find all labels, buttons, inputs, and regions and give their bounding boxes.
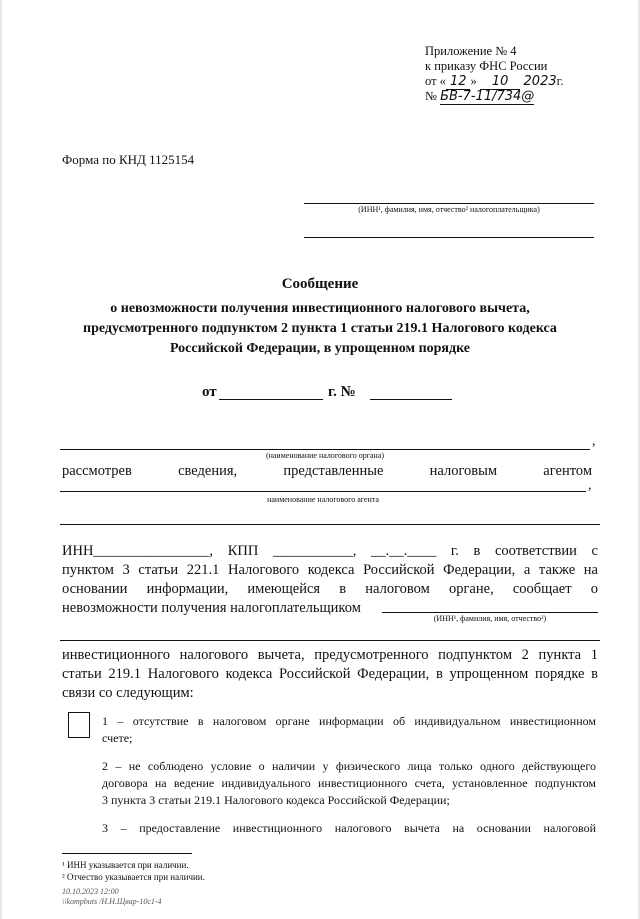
reason-2-line3: 3 пункта 3 статьи 219.1 Налогового кодекса Российской Федерации; — [102, 793, 450, 807]
scan-left-edge — [0, 0, 2, 919]
reason-1-line2: счете; — [102, 731, 133, 745]
agent-caption: наименование налогового агента — [267, 495, 379, 504]
appendix-date-month: 10 — [480, 74, 521, 90]
tax-authority-caption: (наименование налогового органа) — [265, 451, 385, 460]
footnote-1: ¹ ИНН указывается при наличии. — [62, 860, 189, 870]
tax-authority-line[interactable] — [60, 449, 590, 450]
appendix-date: от « 12 » 10 2023г. — [425, 74, 564, 89]
agent-comma: , — [588, 478, 592, 493]
body-p1-line2: пунктом 3 статьи 221.1 Налогового кодекса Российской Федерации, а также на — [62, 562, 598, 578]
print-stamp-date: 10.10.2023 12:00 — [62, 887, 119, 896]
footnote-2: ² Отчество указывается при наличии. — [62, 872, 205, 882]
appendix-number-value: БВ-7-11/734@ — [440, 89, 535, 104]
appendix-title: Приложение № 4 — [425, 44, 517, 58]
appendix-order: к приказу ФНС России — [425, 59, 548, 73]
tax-authority-comma: , — [592, 434, 596, 449]
number-label: г. № — [328, 384, 356, 400]
print-stamp-path: \\kompbuts /Н.Н.Щвар-10с1-4 — [62, 897, 162, 906]
agent-line-2[interactable] — [60, 524, 600, 525]
body-p2-line2: статьи 219.1 Налогового кодекса Российской Федерации, в упрощенном порядке в — [62, 666, 598, 682]
taxpayer-line-2[interactable] — [304, 237, 594, 238]
reason-1-checkbox[interactable] — [68, 712, 90, 738]
appendix-block — [425, 44, 563, 104]
body-p1-line1: ИНН________________, КПП ___________, __.__.____ г. в соответствии с — [62, 543, 598, 559]
date-field[interactable] — [219, 399, 323, 400]
form-code: Форма по КНД 1125154 — [62, 152, 195, 167]
footnote-separator — [62, 853, 192, 854]
reason-3-line1: 3 – предоставление инвестиционного налогового вычета на основании налоговой — [102, 821, 596, 835]
message-subtitle-2: предусмотренного подпунктом 2 пункта 1 статьи 219.1 Налогового кодекса — [83, 321, 557, 336]
body-p1-line4: невозможности получения налогоплательщиком — [62, 600, 361, 616]
appendix-number: № БВ-7-11/734@ — [425, 89, 535, 104]
body-p2-line1: инвестиционного налогового вычета, предусмотренного подпунктом 2 пункта 1 — [62, 647, 598, 663]
agent-line[interactable] — [60, 491, 586, 492]
number-field[interactable] — [370, 399, 452, 400]
taxpayer-caption: (ИНН¹, фамилия, имя, отчество² налогоплательщика) — [358, 205, 540, 214]
taxpayer-continuation-line[interactable] — [60, 640, 600, 641]
message-subtitle-3: Российской Федерации, в упрощенном порядке — [169, 341, 471, 356]
taxpayer-inline-field[interactable] — [382, 612, 598, 613]
taxpayer-line[interactable] — [304, 203, 594, 204]
reason-2-line1: 2 – не соблюдено условие о наличии у физического лица только одного действующего — [102, 759, 596, 773]
reason-1-line1: 1 – отсутствие в налоговом органе информации об индивидуальном инвестиционном — [102, 714, 596, 728]
reason-2-line2: договора на ведение индивидуального инвестиционного счета, установленное подпунктом — [102, 776, 596, 790]
appendix-date-year: 2023 — [523, 74, 557, 89]
body-p2-line3: связи со следующим: — [62, 685, 194, 701]
reviewed-line: рассмотрев сведения, представленные налоговым агентом — [62, 463, 592, 479]
message-subtitle-1: о невозможности получения инвестиционного налогового вычета, — [110, 301, 530, 316]
taxpayer-inline-caption: (ИНН¹, фамилия, имя, отчество²) — [433, 614, 547, 623]
appendix-date-day: 12 — [446, 74, 471, 90]
message-heading: Сообщение — [281, 276, 359, 292]
body-p1-line3: основании информации, имеющейся в налоговом органе, сообщает о — [62, 581, 598, 597]
date-from-label: от — [202, 384, 217, 400]
